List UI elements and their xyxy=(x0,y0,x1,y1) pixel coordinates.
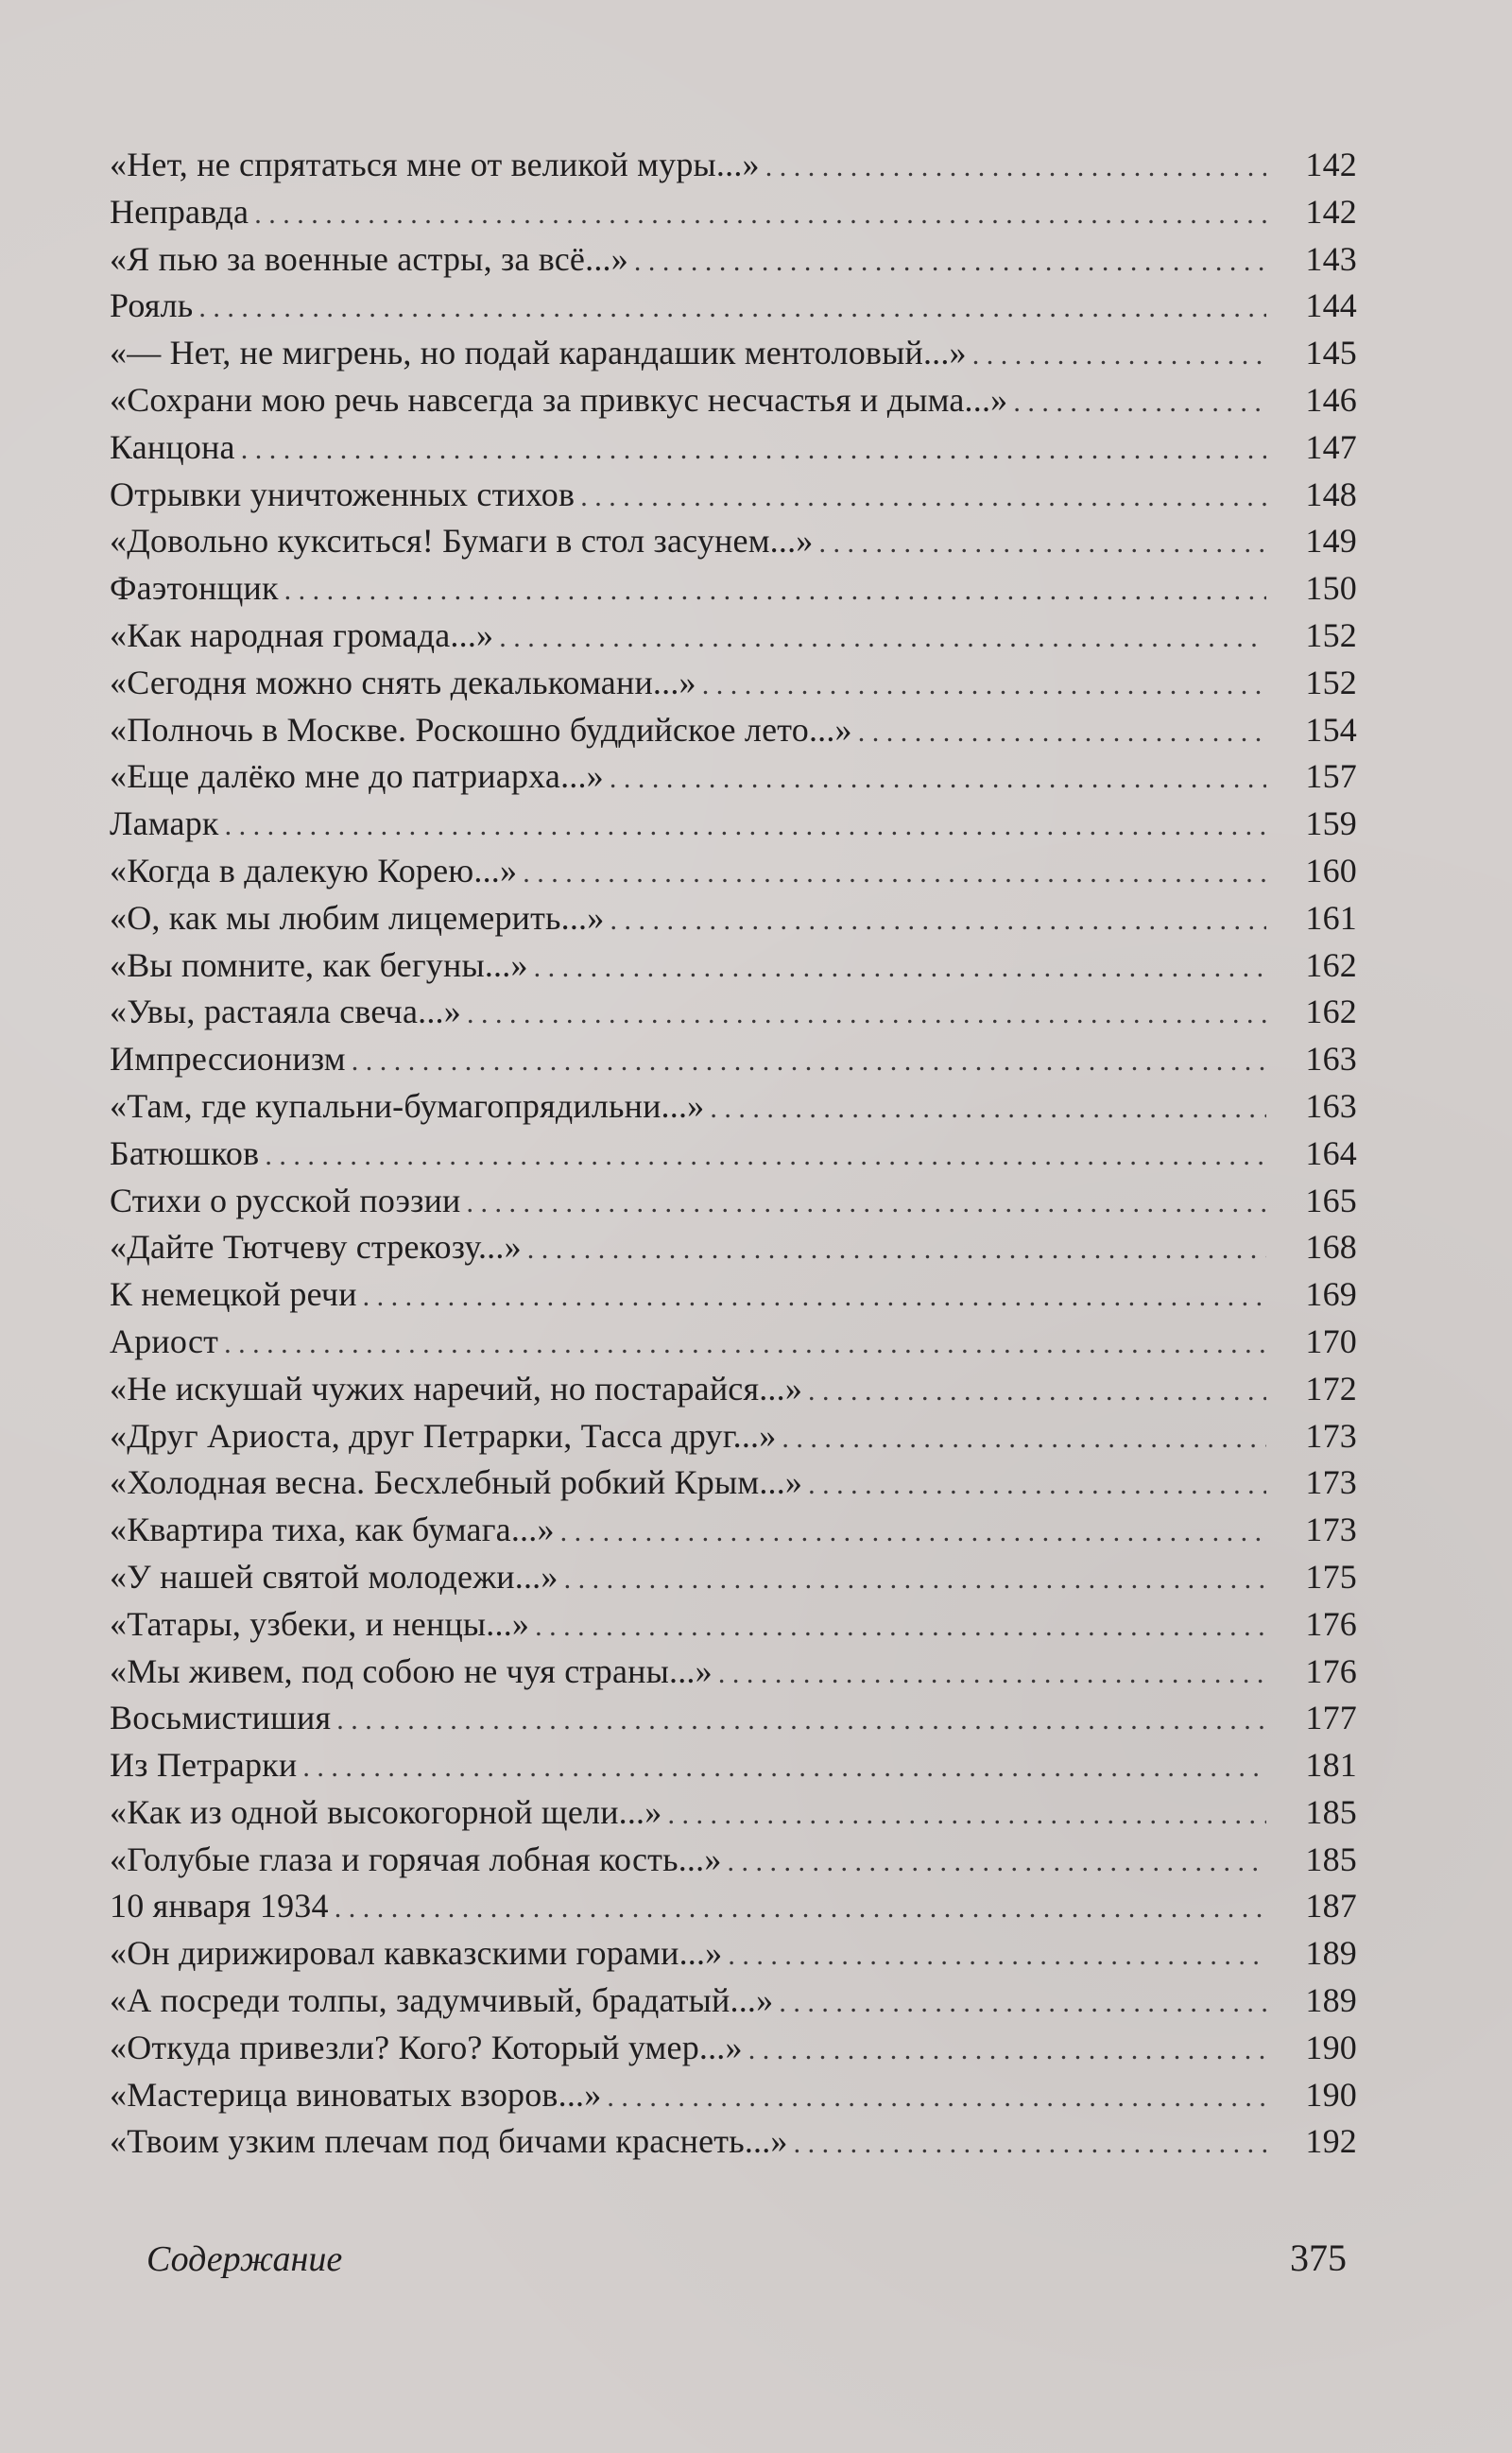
toc-entry xyxy=(110,142,1357,189)
toc-entry-page: 147 xyxy=(1305,427,1357,466)
dot-leader xyxy=(527,1226,1266,1273)
toc-entry xyxy=(110,1978,1357,2025)
toc-entry-title: «Как народная громада...» xyxy=(110,615,494,654)
toc-entry xyxy=(110,989,1357,1036)
toc-entry-page: 148 xyxy=(1305,475,1357,513)
toc-entry xyxy=(110,1131,1357,1178)
toc-entry-page: 157 xyxy=(1305,757,1357,796)
toc-entry xyxy=(110,377,1357,424)
toc-entry-title: «Сегодня можно снять декалькомани...» xyxy=(110,663,696,701)
toc-entry xyxy=(110,1366,1357,1413)
toc-entry xyxy=(110,1319,1357,1366)
toc-entry-title: К немецкой речи xyxy=(110,1275,357,1314)
toc-entry-title: «Друг Ариоста, друг Петрарки, Тасса друг...» xyxy=(110,1416,777,1455)
toc-entry-page: 142 xyxy=(1305,192,1357,231)
toc-entry-title: «Вы помните, как бегуны...» xyxy=(110,945,528,984)
toc-entry xyxy=(110,1460,1357,1507)
toc-entry-page: 168 xyxy=(1305,1228,1357,1267)
toc-entry-page: 185 xyxy=(1305,1840,1357,1878)
toc-entry-page: 176 xyxy=(1305,1651,1357,1690)
toc-entry-page: 172 xyxy=(1305,1369,1357,1408)
toc-entry-page: 185 xyxy=(1305,1792,1357,1831)
dot-leader xyxy=(335,1885,1266,1932)
dot-leader xyxy=(610,897,1266,944)
toc-entry-title: Неправда xyxy=(110,192,249,231)
toc-entry xyxy=(110,848,1357,895)
toc-entry-title: «Откуда привезли? Кого? Который умер...» xyxy=(110,2028,743,2066)
dot-leader xyxy=(224,1321,1266,1368)
toc-entry-title: «Там, где купальни-бумагопрядильни...» xyxy=(110,1086,705,1125)
dot-leader xyxy=(765,144,1266,191)
toc-entry-page: 177 xyxy=(1305,1699,1357,1737)
toc-entry xyxy=(110,1271,1357,1319)
dot-leader xyxy=(265,1132,1266,1180)
toc-entry-title: «Я пью за военные астры, за всё...» xyxy=(110,239,628,278)
dot-leader xyxy=(352,1038,1266,1085)
toc-entry-page: 170 xyxy=(1305,1322,1357,1360)
dot-leader xyxy=(702,662,1266,709)
dot-leader xyxy=(467,1180,1266,1227)
toc-entry xyxy=(110,565,1357,613)
toc-entry xyxy=(110,330,1357,377)
dot-leader xyxy=(564,1556,1266,1603)
toc-entry xyxy=(110,236,1357,284)
toc-entry-title: Стихи о русской поэзии xyxy=(110,1181,461,1219)
toc-entry-title: «Твоим узким плечам под бичами краснеть...» xyxy=(110,2122,788,2161)
toc-entry xyxy=(110,942,1357,990)
toc-entry xyxy=(110,2072,1357,2119)
table-of-contents xyxy=(110,142,1357,2166)
toc-entry-title: «Татары, узбеки, и ненцы...» xyxy=(110,1604,530,1643)
dot-leader xyxy=(818,520,1266,567)
toc-entry-title: «Мы живем, под собою не чуя страны...» xyxy=(110,1651,713,1690)
toc-entry xyxy=(110,1554,1357,1601)
toc-entry-title: Канцона xyxy=(110,427,235,466)
toc-entry-page: 142 xyxy=(1305,146,1357,183)
dot-leader xyxy=(560,1509,1266,1556)
toc-entry xyxy=(110,424,1357,472)
toc-entry-title: Ариост xyxy=(110,1322,219,1360)
toc-entry-title: «У нашей святой молодежи...» xyxy=(110,1557,558,1596)
toc-entry xyxy=(110,1178,1357,1225)
toc-entry-page: 162 xyxy=(1305,993,1357,1031)
toc-entry-page: 165 xyxy=(1305,1181,1357,1219)
running-head: Содержание xyxy=(146,2239,343,2279)
toc-entry-title: «Полночь в Москве. Роскошно буддийское лето...» xyxy=(110,710,852,749)
toc-entry-title: «Увы, растаяла свеча...» xyxy=(110,993,461,1031)
toc-entry-page: 143 xyxy=(1305,239,1357,278)
toc-entry xyxy=(110,707,1357,754)
page-number: 375 xyxy=(1290,2237,1347,2279)
toc-entry-page: 173 xyxy=(1305,1463,1357,1502)
toc-entry xyxy=(110,1601,1357,1649)
toc-entry-title: Из Петрарки xyxy=(110,1746,298,1785)
toc-entry-page: 150 xyxy=(1305,569,1357,608)
toc-entry xyxy=(110,472,1357,519)
toc-entry xyxy=(110,895,1357,942)
toc-entry xyxy=(110,801,1357,848)
dot-leader xyxy=(779,1979,1266,2027)
toc-entry xyxy=(110,753,1357,801)
toc-entry xyxy=(110,1649,1357,1696)
toc-entry-page: 176 xyxy=(1305,1604,1357,1643)
dot-leader xyxy=(284,567,1266,614)
toc-entry-title: «Мастерица виноватых взоров...» xyxy=(110,2075,602,2114)
page-footer xyxy=(146,2236,1347,2280)
toc-entry xyxy=(110,2118,1357,2166)
toc-entry xyxy=(110,2025,1357,2072)
dot-leader xyxy=(534,944,1266,992)
toc-entry-title: «Когда в далекую Корею...» xyxy=(110,851,518,890)
toc-entry xyxy=(110,1930,1357,1978)
dot-leader xyxy=(748,2027,1266,2074)
toc-entry-page: 173 xyxy=(1305,1511,1357,1549)
toc-entry-page: 162 xyxy=(1305,945,1357,984)
toc-entry-page: 173 xyxy=(1305,1416,1357,1455)
toc-entry xyxy=(110,1507,1357,1554)
toc-entry xyxy=(110,1083,1357,1131)
toc-entry xyxy=(110,189,1357,236)
toc-entry-title: Фаэтонщик xyxy=(110,569,279,608)
toc-entry xyxy=(110,613,1357,660)
dot-leader xyxy=(728,1839,1266,1886)
toc-entry-page: 163 xyxy=(1305,1040,1357,1079)
toc-entry-title: «— Нет, не мигрень, но подай карандашик ментоловый...» xyxy=(110,334,967,372)
dot-leader xyxy=(972,332,1266,379)
toc-entry-title: Восьмистишия xyxy=(110,1699,332,1737)
dot-leader xyxy=(467,991,1266,1038)
toc-entry xyxy=(110,1837,1357,1884)
toc-entry-title: «Квартира тиха, как бумага...» xyxy=(110,1511,555,1549)
toc-entry xyxy=(110,1413,1357,1460)
dot-leader xyxy=(254,191,1266,238)
toc-entry-page: 189 xyxy=(1305,1981,1357,2020)
toc-entry-page: 192 xyxy=(1305,2122,1357,2161)
toc-entry-title: Ламарк xyxy=(110,804,219,843)
toc-entry xyxy=(110,1742,1357,1789)
toc-entry-page: 146 xyxy=(1305,380,1357,419)
toc-entry xyxy=(110,283,1357,330)
toc-entry-page: 144 xyxy=(1305,286,1357,325)
toc-entry-page: 169 xyxy=(1305,1275,1357,1314)
toc-entry-title: «Голубые глаза и горячая лобная кость...» xyxy=(110,1840,722,1878)
dot-leader xyxy=(607,2074,1266,2121)
toc-entry-title: «А посреди толпы, задумчивый, брадатый...» xyxy=(110,1981,774,2020)
toc-entry-page: 163 xyxy=(1305,1086,1357,1125)
dot-leader xyxy=(808,1461,1266,1509)
toc-entry-title: «Довольно кукситься! Бумаги в стол засунем...» xyxy=(110,522,814,561)
toc-entry-title: «Не искушай чужих наречий, но постарайся...» xyxy=(110,1369,803,1408)
toc-entry-page: 152 xyxy=(1305,615,1357,654)
toc-entry xyxy=(110,1695,1357,1742)
toc-entry-page: 190 xyxy=(1305,2028,1357,2066)
dot-leader xyxy=(1013,379,1266,426)
toc-entry-page: 154 xyxy=(1305,710,1357,749)
toc-entry xyxy=(110,1036,1357,1083)
dot-leader xyxy=(198,285,1266,332)
toc-entry xyxy=(110,660,1357,707)
toc-entry xyxy=(110,1883,1357,1930)
toc-entry-title: «Он дирижировал кавказскими горами...» xyxy=(110,1934,723,1973)
toc-entry-title: «Еще далёко мне до патриарха...» xyxy=(110,757,604,796)
dot-leader xyxy=(363,1273,1266,1321)
toc-entry-title: Батюшков xyxy=(110,1133,260,1172)
toc-entry-page: 152 xyxy=(1305,663,1357,701)
toc-entry-page: 161 xyxy=(1305,898,1357,937)
dot-leader xyxy=(710,1085,1266,1132)
dot-leader xyxy=(580,474,1266,521)
dot-leader xyxy=(302,1744,1266,1791)
dot-leader xyxy=(523,850,1266,897)
toc-entry xyxy=(110,518,1357,565)
toc-entry-page: 149 xyxy=(1305,522,1357,561)
toc-entry-title: «Сохрани мою речь навсегда за привкус несчастья и дыма...» xyxy=(110,380,1008,419)
dot-leader xyxy=(808,1368,1266,1415)
toc-entry-title: Отрывки уничтоженных стихов xyxy=(110,475,576,513)
dot-leader xyxy=(728,1932,1266,1979)
dot-leader xyxy=(858,709,1266,756)
toc-entry-page: 181 xyxy=(1305,1746,1357,1785)
dot-leader xyxy=(241,426,1266,474)
toc-entry-title: «Нет, не спрятаться мне от великой муры...» xyxy=(110,146,760,183)
dot-leader xyxy=(225,803,1266,850)
toc-entry-title: «Дайте Тютчеву стрекозу...» xyxy=(110,1228,522,1267)
toc-entry-title: «Холодная весна. Бесхлебный робкий Крым...» xyxy=(110,1463,803,1502)
dot-leader xyxy=(718,1650,1266,1698)
dot-leader xyxy=(610,755,1266,803)
toc-entry-page: 175 xyxy=(1305,1557,1357,1596)
toc-entry-page: 164 xyxy=(1305,1133,1357,1172)
dot-leader xyxy=(794,2120,1266,2168)
dot-leader xyxy=(499,614,1266,662)
toc-entry-page: 190 xyxy=(1305,2075,1357,2114)
toc-entry-page: 145 xyxy=(1305,334,1357,372)
toc-entry-title: 10 января 1934 xyxy=(110,1887,329,1926)
dot-leader xyxy=(336,1697,1266,1744)
toc-entry-page: 187 xyxy=(1305,1887,1357,1926)
toc-entry-title: «О, как мы любим лицемерить...» xyxy=(110,898,605,937)
toc-entry-page: 159 xyxy=(1305,804,1357,843)
dot-leader xyxy=(667,1791,1266,1839)
dot-leader xyxy=(782,1415,1266,1462)
toc-entry-title: «Как из одной высокогорной щели...» xyxy=(110,1792,662,1831)
dot-leader xyxy=(634,238,1266,285)
toc-entry-title: Импрессионизм xyxy=(110,1040,346,1079)
toc-entry xyxy=(110,1789,1357,1837)
toc-entry-page: 189 xyxy=(1305,1934,1357,1973)
toc-entry-page: 160 xyxy=(1305,851,1357,890)
dot-leader xyxy=(535,1603,1266,1650)
toc-entry xyxy=(110,1224,1357,1271)
toc-entry-title: Рояль xyxy=(110,286,194,325)
